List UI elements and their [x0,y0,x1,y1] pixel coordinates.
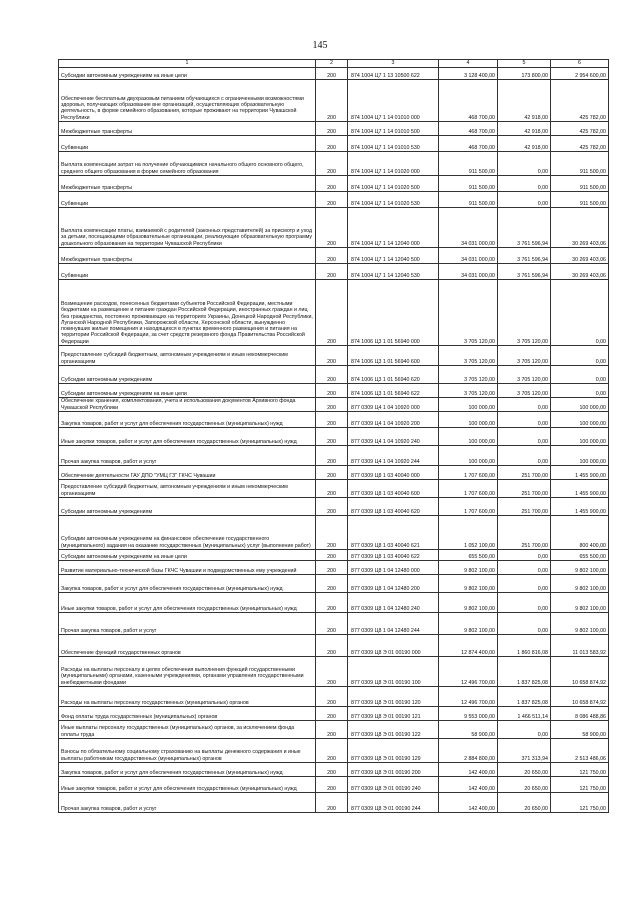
table-row [59,366,609,384]
col-header-5: 5 [498,60,551,68]
row-unexecuted-cell: 30 269 403,06 [551,248,609,264]
row-executed-cell: 0,00 [498,192,551,208]
row-executed-cell: 0,00 [498,613,551,635]
row-unexecuted-cell: 100 000,00 [551,446,609,466]
row-name-cell: Расходы на выплаты персоналу в целях обеспечения выполнения функций государственными (муниципальными) органами, казенными учреждениями, органами управления государственными внебюджетными фондами [59,657,316,687]
row-budget-code-cell: 874 1004 Ц7 1 14 01020 500 [348,176,439,192]
row-approved-cell: 12 496 700,00 [439,687,498,707]
table-body [59,68,609,813]
row-budget-code-cell: 877 0309 Ц8 Э 01 00190 200 [348,763,439,777]
row-unexecuted-cell: 655 500,00 [551,550,609,561]
row-executed-cell: 251 700,00 [498,516,551,550]
row-executed-cell: 0,00 [498,550,551,561]
row-executed-cell: 3 705 120,00 [498,346,551,366]
row-executed-cell: 0,00 [498,575,551,593]
row-row-code-cell: 200 [316,561,348,575]
row-approved-cell: 100 000,00 [439,412,498,428]
row-row-code-cell: 200 [316,366,348,384]
row-budget-code-cell: 874 1004 Ц7 1 14 01010 000 [348,80,439,122]
row-executed-cell: 0,00 [498,561,551,575]
table-row [59,446,609,466]
row-row-code-cell: 200 [316,657,348,687]
table-row [59,613,609,635]
table-row [59,763,609,777]
row-approved-cell: 3 705 120,00 [439,280,498,346]
row-executed-cell: 251 700,00 [498,466,551,480]
row-row-code-cell: 200 [316,687,348,707]
row-name-cell: Межбюджетные трансферты [59,176,316,192]
row-executed-cell: 1 837 825,08 [498,657,551,687]
row-executed-cell: 0,00 [498,446,551,466]
row-approved-cell: 3 705 120,00 [439,346,498,366]
table-row [59,346,609,366]
row-name-cell: Обеспечение бесплатным двухразовым питанием обучающихся с ограниченными возможностями здоровья, получающих образование вне организаций, осуществляющих образовательную деятельность, в форме семейного образования, которые проживают на территории Чувашской Республики [59,80,316,122]
row-approved-cell: 911 500,00 [439,192,498,208]
table-row [59,280,609,346]
row-name-cell: Выплата компенсации затрат на получение обучающимися начального общего основного общего, среднего общего образования в форме семейного образования [59,152,316,176]
row-name-cell: Закупка товаров, работ и услуг для обеспечения государственных (муниципальных) нужд [59,412,316,428]
row-executed-cell: 20 650,00 [498,777,551,793]
row-executed-cell: 3 705 120,00 [498,366,551,384]
row-budget-code-cell: 877 0309 Ц8 1 04 12480 240 [348,593,439,613]
row-approved-cell: 911 500,00 [439,176,498,192]
row-budget-code-cell: 877 0309 Ц8 1 04 12480 244 [348,613,439,635]
row-name-cell: Субвенции [59,136,316,152]
row-executed-cell: 0,00 [498,152,551,176]
table-row [59,575,609,593]
table-row [59,248,609,264]
row-approved-cell: 1 707 600,00 [439,466,498,480]
row-budget-code-cell: 877 0309 Ц8 Э 01 00190 121 [348,707,439,721]
row-unexecuted-cell: 911 500,00 [551,192,609,208]
row-name-cell: Прочая закупка товаров, работ и услуг [59,793,316,813]
row-unexecuted-cell: 9 802 100,00 [551,575,609,593]
row-executed-cell: 42 918,00 [498,122,551,136]
row-row-code-cell: 200 [316,398,348,412]
table-row [59,739,609,763]
row-approved-cell: 468 700,00 [439,136,498,152]
row-executed-cell: 3 761 596,94 [498,208,551,248]
row-budget-code-cell: 877 0309 Ц8 Э 01 00190 122 [348,721,439,739]
row-executed-cell: 0,00 [498,412,551,428]
row-approved-cell: 1 052 100,00 [439,516,498,550]
row-executed-cell: 1 860 816,08 [498,635,551,657]
row-budget-code-cell: 877 0309 Ц4 1 04 10920 244 [348,446,439,466]
col-header-2: 2 [316,60,348,68]
row-budget-code-cell: 877 0309 Ц4 1 04 10920 000 [348,398,439,412]
row-budget-code-cell: 874 1004 Ц7 1 14 12040 500 [348,248,439,264]
table-row [59,561,609,575]
row-executed-cell: 0,00 [498,398,551,412]
table-row [59,208,609,248]
row-unexecuted-cell: 425 782,00 [551,136,609,152]
row-unexecuted-cell: 1 455 900,00 [551,480,609,498]
row-unexecuted-cell: 10 658 874,92 [551,687,609,707]
row-approved-cell: 34 031 000,00 [439,248,498,264]
row-unexecuted-cell: 1 455 900,00 [551,498,609,516]
table-row [59,593,609,613]
row-row-code-cell: 200 [316,176,348,192]
row-approved-cell: 12 496 700,00 [439,657,498,687]
row-approved-cell: 9 802 100,00 [439,593,498,613]
row-unexecuted-cell: 0,00 [551,366,609,384]
row-unexecuted-cell: 2 513 486,06 [551,739,609,763]
table-row [59,176,609,192]
row-name-cell: Предоставление субсидий бюджетным, автономным учреждениям и иным некоммерческим организациям [59,480,316,498]
row-budget-code-cell: 874 1006 Ц3 1 01 56940 622 [348,384,439,398]
row-approved-cell: 12 874 400,00 [439,635,498,657]
row-row-code-cell: 200 [316,613,348,635]
row-row-code-cell: 200 [316,264,348,280]
row-name-cell: Субсидии автономным учреждениям [59,366,316,384]
row-approved-cell: 9 553 000,00 [439,707,498,721]
row-budget-code-cell: 874 1006 Ц3 1 01 56940 600 [348,346,439,366]
table-row [59,687,609,707]
row-budget-code-cell: 874 1006 Ц3 1 01 56940 000 [348,280,439,346]
row-budget-code-cell: 874 1004 Ц7 1 14 01020 000 [348,152,439,176]
row-executed-cell: 251 700,00 [498,498,551,516]
row-approved-cell: 655 500,00 [439,550,498,561]
row-row-code-cell: 200 [316,593,348,613]
row-budget-code-cell: 877 0309 Ц8 1 03 40040 600 [348,480,439,498]
row-row-code-cell: 200 [316,550,348,561]
row-name-cell: Обеспечение хранения, комплектования, учета и использования документов Архивного фонда Чувашской Республики [59,398,316,412]
table-row [59,498,609,516]
row-executed-cell: 251 700,00 [498,480,551,498]
row-executed-cell: 3 761 596,94 [498,248,551,264]
row-budget-code-cell: 877 0309 Ц8 1 03 40040 621 [348,516,439,550]
row-approved-cell: 3 705 120,00 [439,366,498,384]
table-row [59,122,609,136]
row-row-code-cell: 200 [316,777,348,793]
row-executed-cell: 0,00 [498,428,551,446]
row-name-cell: Субсидии автономным учреждениям на иные цели [59,384,316,398]
row-budget-code-cell: 877 0309 Ц8 1 03 40040 622 [348,550,439,561]
row-budget-code-cell: 877 0309 Ц8 Э 01 00190 100 [348,657,439,687]
table-row [59,136,609,152]
row-unexecuted-cell: 100 000,00 [551,412,609,428]
row-budget-code-cell: 877 0309 Ц8 Э 01 00190 120 [348,687,439,707]
row-unexecuted-cell: 10 658 874,92 [551,657,609,687]
row-unexecuted-cell: 0,00 [551,346,609,366]
row-row-code-cell: 200 [316,136,348,152]
table-row [59,412,609,428]
row-name-cell: Закупка товаров, работ и услуг для обеспечения государственных (муниципальных) нужд [59,575,316,593]
table-row [59,264,609,280]
row-row-code-cell: 200 [316,122,348,136]
row-approved-cell: 9 802 100,00 [439,561,498,575]
row-budget-code-cell: 877 0309 Ц8 1 04 12480 200 [348,575,439,593]
row-unexecuted-cell: 9 802 100,00 [551,613,609,635]
row-row-code-cell: 200 [316,793,348,813]
row-unexecuted-cell: 9 802 100,00 [551,561,609,575]
row-name-cell: Фонд оплаты труда государственных (муниципальных) органов [59,707,316,721]
row-budget-code-cell: 877 0309 Ц8 Э 01 00190 129 [348,739,439,763]
row-unexecuted-cell: 11 013 583,92 [551,635,609,657]
row-unexecuted-cell: 121 750,00 [551,793,609,813]
row-budget-code-cell: 877 0309 Ц8 1 04 12480 000 [348,561,439,575]
row-name-cell: Межбюджетные трансферты [59,248,316,264]
table-row [59,793,609,813]
row-budget-code-cell: 874 1004 Ц7 1 14 12040 000 [348,208,439,248]
row-approved-cell: 468 700,00 [439,80,498,122]
row-budget-code-cell: 874 1004 Ц7 1 14 12040 530 [348,264,439,280]
row-name-cell: Иные выплаты персоналу государственных (муниципальных) органов, за исключением фонда оплаты труда [59,721,316,739]
budget-table [58,59,609,813]
table-row [59,192,609,208]
row-approved-cell: 911 500,00 [439,152,498,176]
row-row-code-cell: 200 [316,346,348,366]
table-row [59,466,609,480]
row-approved-cell: 1 707 600,00 [439,498,498,516]
row-unexecuted-cell: 800 400,00 [551,516,609,550]
row-unexecuted-cell: 100 000,00 [551,428,609,446]
row-row-code-cell: 200 [316,68,348,80]
row-row-code-cell: 200 [316,635,348,657]
row-row-code-cell: 200 [316,763,348,777]
row-name-cell: Возмещение расходов, понесенных бюджетами субъектов Российской Федерации, местными бюджетами на размещение и питание граждан Российской Федерации, иностранных граждан и лиц без гражданства, постоянно проживающих на территориях Украины, Донецкой Народной Республики, Луганской Народной Республики, Запорожской области, Херсонской области, вынужденно покинувших жилые помещения и находящихся в пунктах временного размещения и питания на территории Российской Федерации, за счет средств резервного фонда Правительства Российской Федерации [59,280,316,346]
table-row [59,80,609,122]
row-unexecuted-cell: 0,00 [551,384,609,398]
row-row-code-cell: 200 [316,80,348,122]
row-unexecuted-cell: 1 455 900,00 [551,466,609,480]
table-row [59,428,609,446]
row-approved-cell: 142 400,00 [439,793,498,813]
row-executed-cell: 1 466 511,14 [498,707,551,721]
row-name-cell: Предоставление субсидий бюджетным, автономным учреждениям и иным некоммерческим организациям [59,346,316,366]
row-name-cell: Субсидии автономным учреждениям на финансовое обеспечение государственного (муниципального) задания на оказание государственных (муниципальных) услуг (выполнение работ) [59,516,316,550]
row-executed-cell: 1 837 825,08 [498,687,551,707]
row-executed-cell: 3 705 120,00 [498,280,551,346]
row-name-cell: Прочая закупка товаров, работ и услуг [59,446,316,466]
row-row-code-cell: 200 [316,498,348,516]
row-row-code-cell: 200 [316,248,348,264]
col-header-1: 1 [59,60,316,68]
table-row [59,516,609,550]
row-row-code-cell: 200 [316,446,348,466]
row-executed-cell: 20 650,00 [498,763,551,777]
row-unexecuted-cell: 2 954 600,00 [551,68,609,80]
row-unexecuted-cell: 425 782,00 [551,122,609,136]
row-name-cell: Развитие материально-технической базы ГКЧС Чувашии и подведомственных ему учреждений [59,561,316,575]
col-header-6: 6 [551,60,609,68]
row-approved-cell: 34 031 000,00 [439,208,498,248]
row-budget-code-cell: 874 1006 Ц3 1 01 56940 620 [348,366,439,384]
row-unexecuted-cell: 58 900,00 [551,721,609,739]
table-row [59,721,609,739]
row-approved-cell: 9 802 100,00 [439,613,498,635]
col-header-4: 4 [439,60,498,68]
row-approved-cell: 142 400,00 [439,763,498,777]
row-unexecuted-cell: 30 269 403,06 [551,264,609,280]
row-name-cell: Выплата компенсации платы, взимаемой с родителей (законных представителей) за присмотр и уход за детьми, посещающими образовательные организации, реализующие образовательную программу дошкольного образования на территории Чувашской Республики [59,208,316,248]
row-budget-code-cell: 877 0309 Ц8 Э 01 00190 240 [348,777,439,793]
row-row-code-cell: 200 [316,466,348,480]
row-executed-cell: 0,00 [498,593,551,613]
row-budget-code-cell: 874 1004 Ц7 1 13 10500 622 [348,68,439,80]
row-budget-code-cell: 877 0309 Ц8 1 03 40040 000 [348,466,439,480]
row-name-cell: Взносы по обязательному социальному страхованию на выплаты денежного содержания и иные выплаты работникам государственных (муниципальных) органов [59,739,316,763]
row-approved-cell: 100 000,00 [439,446,498,466]
table-row [59,550,609,561]
row-name-cell: Иные закупки товаров, работ и услуг для обеспечения государственных (муниципальных) нужд [59,428,316,446]
row-approved-cell: 1 707 600,00 [439,480,498,498]
row-approved-cell: 58 900,00 [439,721,498,739]
row-row-code-cell: 200 [316,192,348,208]
row-name-cell: Иные закупки товаров, работ и услуг для обеспечения государственных (муниципальных) нужд [59,777,316,793]
row-budget-code-cell: 877 0309 Ц4 1 04 10920 200 [348,412,439,428]
row-budget-code-cell: 877 0309 Ц8 1 03 40040 620 [348,498,439,516]
row-approved-cell: 100 000,00 [439,398,498,412]
row-unexecuted-cell: 121 750,00 [551,777,609,793]
table-row [59,68,609,80]
row-executed-cell: 371 313,94 [498,739,551,763]
row-budget-code-cell: 877 0309 Ц4 1 04 10920 240 [348,428,439,446]
row-name-cell: Субвенции [59,264,316,280]
row-row-code-cell: 200 [316,412,348,428]
row-row-code-cell: 200 [316,516,348,550]
table-row [59,152,609,176]
row-executed-cell: 42 918,00 [498,80,551,122]
row-row-code-cell: 200 [316,575,348,593]
col-header-3: 3 [348,60,439,68]
row-unexecuted-cell: 121 750,00 [551,763,609,777]
row-name-cell: Субсидии автономным учреждениям на иные цели [59,550,316,561]
row-name-cell: Субвенции [59,192,316,208]
row-row-code-cell: 200 [316,480,348,498]
row-budget-code-cell: 874 1004 Ц7 1 14 01010 530 [348,136,439,152]
row-row-code-cell: 200 [316,384,348,398]
row-approved-cell: 34 031 000,00 [439,264,498,280]
row-approved-cell: 468 700,00 [439,122,498,136]
row-executed-cell: 0,00 [498,721,551,739]
row-row-code-cell: 200 [316,152,348,176]
table-row [59,635,609,657]
table-row [59,384,609,398]
row-budget-code-cell: 874 1004 Ц7 1 14 01010 500 [348,122,439,136]
row-row-code-cell: 200 [316,208,348,248]
row-name-cell: Расходы на выплаты персоналу государственных (муниципальных) органов [59,687,316,707]
row-unexecuted-cell: 30 269 403,06 [551,208,609,248]
row-row-code-cell: 200 [316,707,348,721]
row-unexecuted-cell: 911 500,00 [551,176,609,192]
row-executed-cell: 0,00 [498,176,551,192]
row-name-cell: Иные закупки товаров, работ и услуг для обеспечения государственных (муниципальных) нужд [59,593,316,613]
row-unexecuted-cell: 0,00 [551,280,609,346]
row-approved-cell: 9 802 100,00 [439,575,498,593]
row-unexecuted-cell: 425 782,00 [551,80,609,122]
row-unexecuted-cell: 911 500,00 [551,152,609,176]
table-row [59,398,609,412]
row-approved-cell: 100 000,00 [439,428,498,446]
row-approved-cell: 142 400,00 [439,777,498,793]
row-name-cell: Межбюджетные трансферты [59,122,316,136]
row-unexecuted-cell: 8 086 488,86 [551,707,609,721]
row-name-cell: Закупка товаров, работ и услуг для обеспечения государственных (муниципальных) нужд [59,763,316,777]
row-unexecuted-cell: 100 000,00 [551,398,609,412]
table-row [59,707,609,721]
row-executed-cell: 42 918,00 [498,136,551,152]
row-name-cell: Субсидии автономным учреждениям на иные цели [59,68,316,80]
header-row [59,60,609,68]
row-name-cell: Прочая закупка товаров, работ и услуг [59,613,316,635]
row-name-cell: Обеспечение функций государственных органов [59,635,316,657]
row-executed-cell: 20 650,00 [498,793,551,813]
table-row [59,480,609,498]
page-number: 145 [312,40,328,51]
table-row [59,657,609,687]
table-row [59,777,609,793]
row-name-cell: Субсидии автономным учреждениям [59,498,316,516]
row-row-code-cell: 200 [316,739,348,763]
row-budget-code-cell: 874 1004 Ц7 1 14 01020 530 [348,192,439,208]
row-executed-cell: 3 705 120,00 [498,384,551,398]
row-row-code-cell: 200 [316,721,348,739]
row-budget-code-cell: 877 0309 Ц8 Э 01 00190 000 [348,635,439,657]
row-executed-cell: 3 761 596,94 [498,264,551,280]
row-approved-cell: 3 128 400,00 [439,68,498,80]
row-budget-code-cell: 877 0309 Ц8 Э 01 00190 244 [348,793,439,813]
row-approved-cell: 3 705 120,00 [439,384,498,398]
row-row-code-cell: 200 [316,280,348,346]
row-approved-cell: 2 884 800,00 [439,739,498,763]
row-name-cell: Обеспечение деятельности ГАУ ДПО "УМЦ ГЗ" ГКЧС Чувашии [59,466,316,480]
row-row-code-cell: 200 [316,428,348,446]
row-unexecuted-cell: 9 802 100,00 [551,593,609,613]
row-executed-cell: 173 800,00 [498,68,551,80]
